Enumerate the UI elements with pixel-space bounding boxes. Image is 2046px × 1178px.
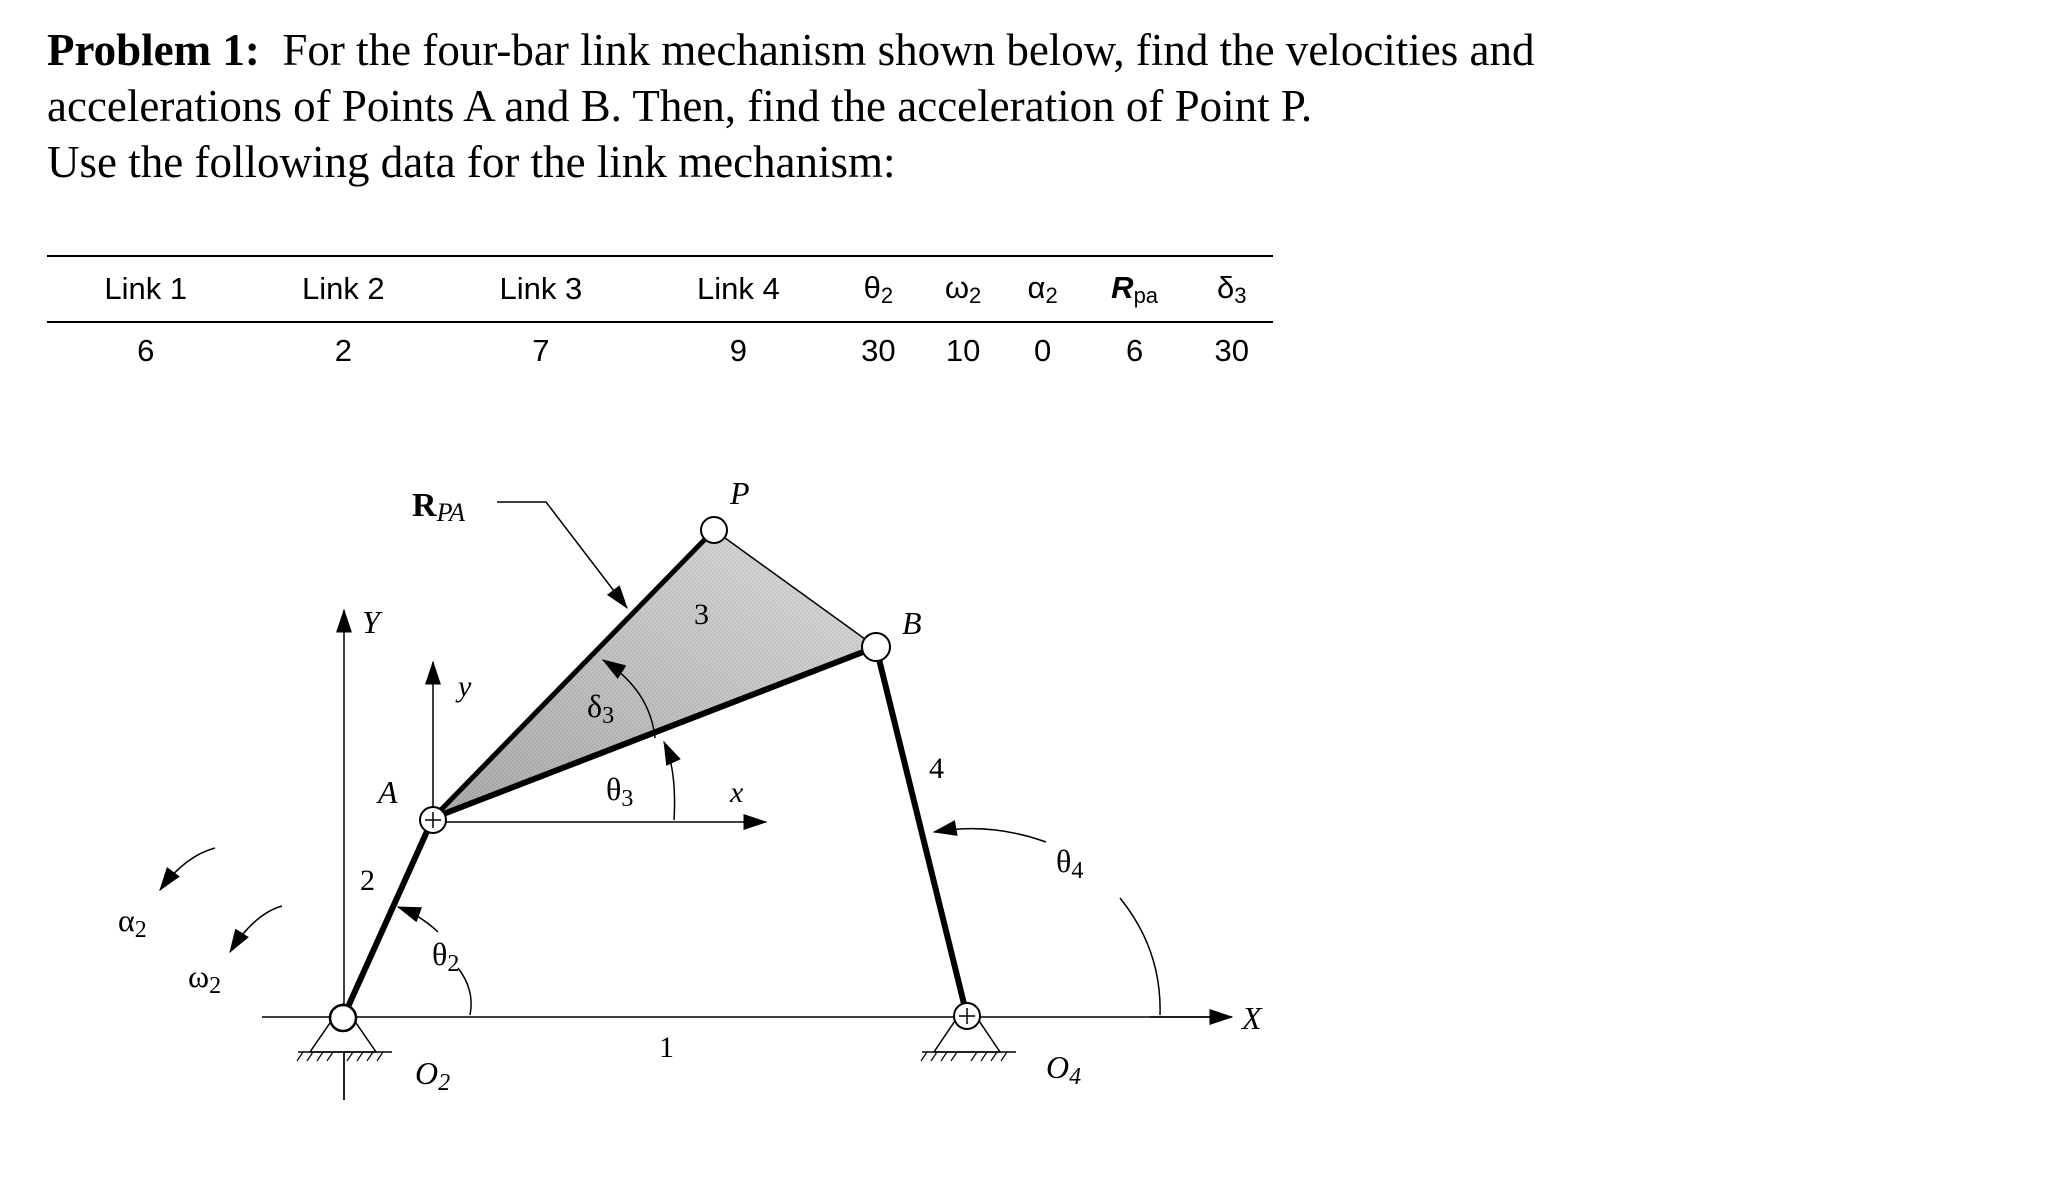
theta4-arc-lower [1120,898,1160,1015]
header-rpa: $R_{pa}$ [1111,269,1159,308]
rpa-leader-arrow [497,502,627,608]
header-link-3: Link 3 [499,271,583,306]
ground-pivot-o2 [297,1004,392,1100]
header-link-1: Link 1 [104,271,188,306]
o2-label: O2 [415,1055,451,1096]
o4-label: O4 [1046,1049,1082,1090]
point-p-label: P [730,475,750,511]
theta3-arc [664,742,675,820]
theta2-label: θ2 [432,936,460,977]
value-link-4: 9 [729,333,748,368]
theta2-arc-upper [398,907,438,932]
value-link-2: 2 [334,333,352,368]
global-x-label: X [1242,1000,1262,1036]
theta4-label: θ4 [1056,843,1084,884]
problem-line-3: Use the following data for the link mechanism: [47,137,896,187]
point-a-label: A [378,774,398,810]
theta2-arc [458,968,471,1015]
omega2-label: ω2 [188,958,222,999]
header-theta2: $\theta_2$ [863,269,894,308]
header-link-4: Link 4 [697,271,780,306]
point-b-label: B [902,605,922,641]
link-1-label: 1 [659,1031,674,1064]
omega2-arrow [230,906,282,952]
point-p [701,517,727,543]
global-y-label: Y [362,604,380,640]
value-alpha2: 0 [1034,333,1052,368]
problem-label: Problem 1: [47,25,260,75]
joint-a [420,807,446,833]
joint-b [862,633,890,661]
value-link-3: 7 [532,333,550,368]
alpha2-arrow [160,848,215,890]
theta4-arc [934,829,1046,842]
alpha2-label: α2 [118,902,147,943]
delta3-label: δ3 [587,688,615,729]
header-delta3: $\delta_3$ [1217,269,1247,308]
header-omega2: $\omega_2$ [944,269,982,308]
problem-line-2: accelerations of Points A and B. Then, find the acceleration of Point P. [47,81,1313,131]
link-4-label: 4 [929,752,944,785]
value-link-1: 6 [137,333,155,368]
header-link-2: Link 2 [301,271,385,306]
local-y-label: y [458,670,472,703]
rpa-label: RPA [412,487,465,527]
problem-text-1: For the four-bar link mechanism shown below, find the velocities and [282,25,1535,75]
value-rpa: 6 [1125,333,1144,368]
header-alpha2: $\alpha_2$ [1027,269,1058,308]
value-theta2: 30 [861,333,896,368]
link-2-label: 2 [360,864,375,897]
link-3-label: 3 [694,598,709,631]
value-omega2: 10 [945,333,981,368]
rocker-link-4 [876,647,967,1016]
theta3-label: θ3 [606,771,634,812]
ground-pivot-o4 [921,1003,1016,1061]
local-x-label: x [730,776,744,809]
value-delta3: 30 [1214,333,1250,368]
